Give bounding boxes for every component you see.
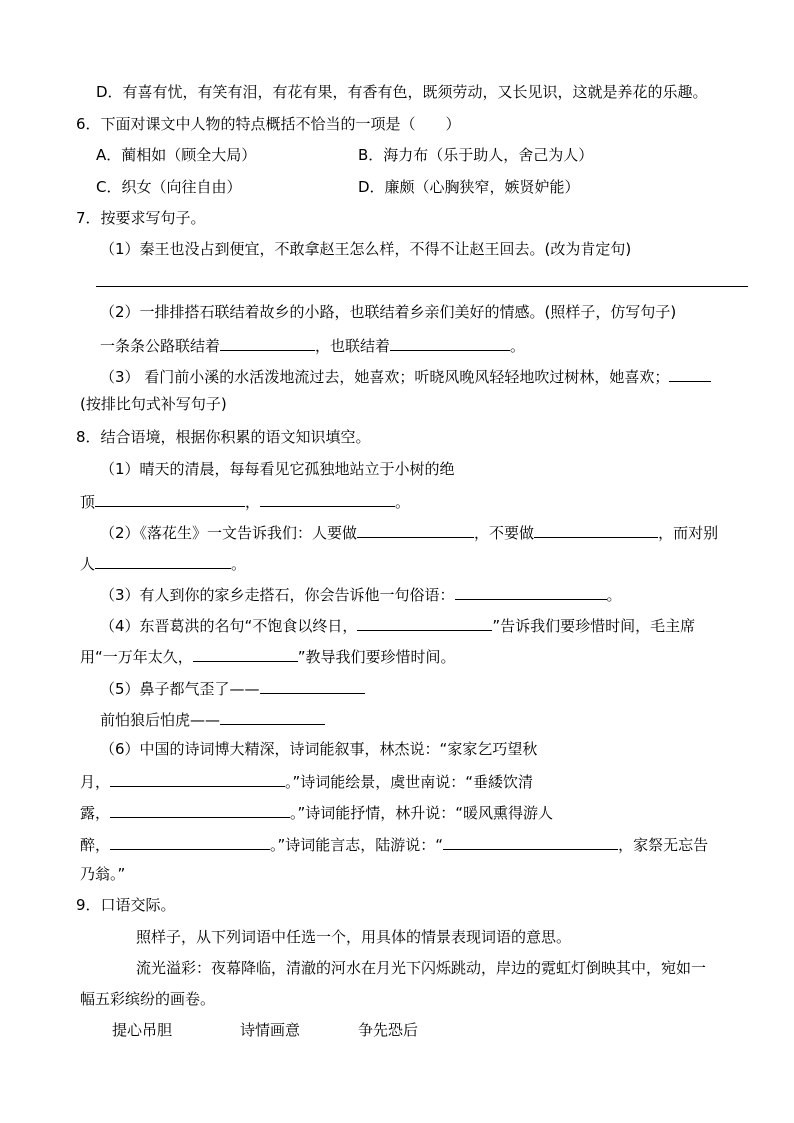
q8-item-6-line-3 — [80, 801, 553, 823]
q9-word-1: 提心吊胆 — [112, 1021, 173, 1039]
q8-item-6-line-2 — [80, 770, 533, 792]
q8-p4-blank-1[interactable] — [357, 614, 492, 631]
q6-title: 6．下面对课文中人物的特点概括不恰当的一项是（ ） — [76, 115, 461, 133]
q7-sentence-3 — [100, 365, 711, 387]
q8-p6-text-b: 月， — [80, 773, 111, 791]
q8-p5-blank-1[interactable] — [260, 677, 365, 694]
q8-p2-blank-2[interactable] — [534, 521, 658, 538]
q8-p4-text-c: 用“一万年太久， — [80, 648, 193, 666]
q9-example-line-1: 流光溢彩：夜幕降临，清澈的河水在月光下闪烁跳动，岸边的霓虹灯倒映其中，宛如一 — [136, 959, 707, 977]
q6-option-c: C．织女（向往自由） — [96, 178, 242, 196]
q8-item-6: （6）中国的诗词博大精深，诗词能叙事，林杰说：“家家乞巧望秋 — [100, 740, 538, 758]
q7-s2-text-a: 一条条公路联结着 — [100, 337, 221, 355]
q7-s2-text-c: 。 — [510, 337, 526, 355]
q8-item-6-line-5: 乃翁。” — [80, 865, 126, 883]
q8-item-3 — [100, 583, 622, 605]
q8-p2-text-b: ，不要做 — [474, 524, 535, 542]
q8-p2-blank-3[interactable] — [95, 552, 231, 569]
q8-p4-text-d: ”教导我们要珍惜时间。 — [297, 648, 456, 666]
q9-word-3: 争先恐后 — [358, 1021, 419, 1039]
q9-title: 9．口语交际。 — [76, 896, 176, 914]
q8-p6-blank-1[interactable] — [110, 770, 285, 787]
q7-s2-text-b: ，也联结着 — [315, 337, 391, 355]
q8-item-4 — [100, 614, 695, 636]
q8-p1-text-b: 顶 — [80, 493, 96, 511]
q7-s3-blank[interactable] — [669, 365, 711, 382]
q8-p6-text-d: 露， — [80, 804, 111, 822]
q7-s2-blank-1[interactable] — [220, 334, 315, 351]
q8-p1-text-c: ， — [245, 493, 261, 511]
q8-item-2 — [100, 521, 718, 543]
q8-p6-blank-4[interactable] — [443, 833, 618, 850]
q8-item-6-line-4 — [80, 833, 708, 855]
q8-item-4-cont — [80, 645, 456, 667]
q6-option-b: B．海力布（乐于助人，舍己为人） — [358, 146, 594, 164]
q8-p3-text-a: （3）有人到你的家乡走搭石，你会告诉他一句俗语： — [100, 586, 455, 604]
q7-s2-blank-2[interactable] — [390, 334, 510, 351]
q7-sentence-1: （1）秦王也没占到便宜，不敢拿赵王怎么样，不得不让赵王回去。(改为肯定句) — [100, 240, 632, 258]
q7-sentence-2: （2）一排排搭石联结着故乡的小路，也联结着乡亲们美好的情感。(照样子，仿写句子) — [100, 303, 677, 321]
q5-option-d: D．有喜有忧，有笑有泪，有花有果，有香有色，既须劳动，又长见识，这就是养花的乐趣。 — [96, 83, 708, 101]
q8-item-1: （1）晴天的清晨，每每看见它孤独地站立于小树的绝 — [100, 460, 455, 478]
q9-example-line-2: 幅五彩缤纷的画卷。 — [80, 990, 216, 1008]
q8-p6-text-e: 。”诗词能抒情，林升说：“暖风熏得游人 — [290, 804, 554, 822]
q6-option-a: A．蔺相如（顾全大局） — [96, 146, 257, 164]
q7-sentence-3-note: (按排比句式补写句子) — [80, 395, 227, 413]
q8-item-2-cont — [80, 552, 246, 574]
q8-p6-text-g: 。”诗词能言志，陆游说：“ — [270, 836, 444, 854]
q8-item-5-b — [100, 708, 325, 730]
q9-instruction: 照样子，从下列词语中任选一个，用具体的情景表现词语的意思。 — [136, 928, 572, 946]
q7-answer-line-1[interactable] — [96, 286, 748, 287]
q8-p2-text-c: ，而对别 — [658, 524, 719, 542]
q8-p6-text-f: 醉， — [80, 836, 111, 854]
q8-p6-text-h: ，家祭无忘告 — [618, 836, 709, 854]
q7-sentence-2-fill — [100, 334, 525, 356]
q8-item-1-fill — [80, 490, 410, 512]
q8-p6-blank-2[interactable] — [110, 801, 290, 818]
q8-p2-blank-1[interactable] — [357, 521, 474, 538]
q7-title: 7．按要求写句子。 — [76, 209, 206, 227]
q8-p6-blank-3[interactable] — [110, 833, 270, 850]
q8-p3-text-b: 。 — [606, 586, 622, 604]
q8-p2-text-d: 人 — [80, 555, 96, 573]
q8-p1-blank-1[interactable] — [95, 490, 245, 507]
q8-p3-blank[interactable] — [455, 583, 607, 600]
q8-p4-text-b: ”告诉我们要珍惜时间，毛主席 — [492, 617, 696, 635]
q9-word-2: 诗情画意 — [240, 1021, 301, 1039]
q8-p1-text-d: 。 — [395, 493, 411, 511]
q8-p2-text-e: 。 — [231, 555, 247, 573]
q8-title: 8．结合语境，根据你积累的语文知识填空。 — [76, 428, 371, 446]
q7-s3-text: （3） 看门前小溪的水活泼地流过去，她喜欢；听晓风晚风轻轻地吹过树林，她喜欢； — [100, 368, 670, 386]
q8-p6-text-c: 。”诗词能绘景，虞世南说：“垂緌饮清 — [285, 773, 534, 791]
q8-item-5 — [100, 677, 365, 699]
q8-p4-text-a: （4）东晋葛洪的名句“不饱食以终日， — [100, 617, 358, 635]
q8-p4-blank-2[interactable] — [193, 645, 298, 662]
q8-p5-text-a: （5）鼻子都气歪了—— — [100, 680, 260, 698]
q6-option-d: D．廉颇（心胸狭窄，嫉贤妒能） — [358, 178, 580, 196]
q8-p2-text-a: （2）《落花生》一文告诉我们：人要做 — [100, 524, 358, 542]
q8-p5-text-b: 前怕狼后怕虎—— — [100, 711, 221, 729]
q8-p1-blank-2[interactable] — [260, 490, 395, 507]
q8-p5-blank-2[interactable] — [220, 708, 325, 725]
